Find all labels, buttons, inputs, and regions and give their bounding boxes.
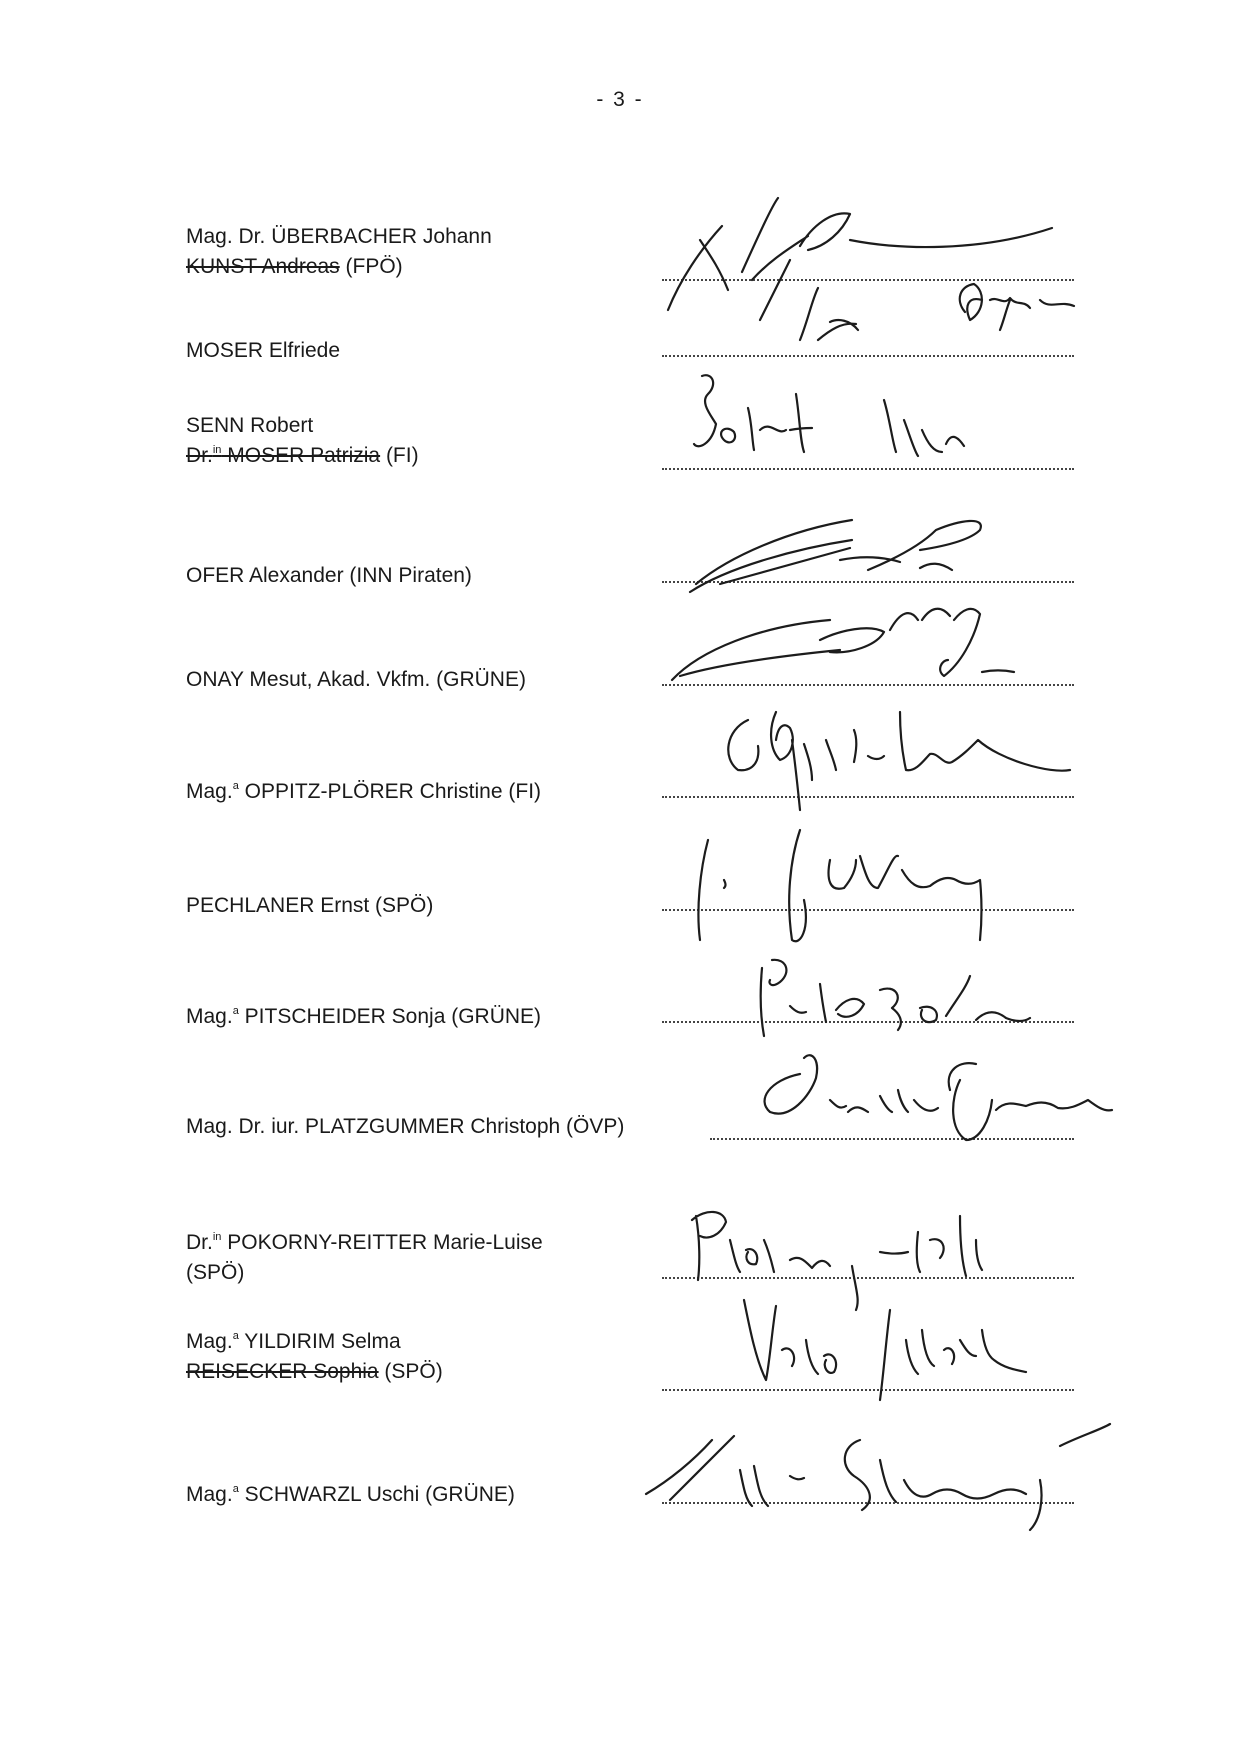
name-line [186,441,419,471]
party-label: (SPÖ) [378,1359,443,1383]
party-label: (FI) [380,443,419,467]
name-text: YILDIRIM Selma [238,1330,401,1353]
title-sup: a [232,780,239,792]
name-line [186,252,492,282]
title-sup: a [232,1005,239,1017]
name-text: SCHWARZL Uschi (GRÜNE) [238,1483,515,1506]
name-line [186,1357,443,1387]
signature-platzgummer [765,1055,1112,1140]
name-text: OPPITZ-PLÖRER Christine (FI) [238,780,542,803]
signatory-senn [186,411,419,471]
party-label: (FPÖ) [339,254,403,278]
signatory-pokorny-reitter [186,1228,543,1288]
signature-line [662,794,1074,798]
name-text: PITSCHEIDER Sonja (GRÜNE) [238,1005,542,1028]
struck-name-text: MOSER Patrizia [221,443,381,467]
signature-line [662,1019,1074,1023]
signature-line [662,277,1074,281]
signature-yildirim [744,1300,1026,1400]
signature-moser [800,284,1074,340]
page-number: - 3 - [596,88,644,111]
signature-line [662,682,1074,686]
signature-line [662,1275,1074,1279]
title-sup: a [232,1330,239,1342]
title-sup: in [212,1231,222,1243]
title: Mag. [186,780,233,803]
signatory-uberbacher [186,222,492,282]
signature-line [662,907,1074,911]
signature-onay [672,609,1014,680]
name-line: ONAY Mesut, Akad. Vkfm. (GRÜNE) [186,668,526,691]
name-text: POKORNY-REITTER Marie-Luise [221,1231,543,1254]
signatory-onay [186,665,526,695]
name-line [186,1002,541,1032]
struck-name: REISECKER Sophia [186,1359,379,1383]
title: Mag. [186,1483,233,1506]
name-line [186,1480,515,1510]
signature-line [662,466,1074,470]
signatory-platzgummer [186,1112,624,1142]
name-line: OFER Alexander (INN Piraten) [186,564,472,587]
signatory-pitscheider [186,1002,541,1032]
title: Mag. [186,1330,233,1353]
signatory-yildirim [186,1327,443,1387]
signature-pitscheider [761,960,1030,1036]
signature-line [662,1500,1074,1504]
signatory-moser [186,336,340,366]
signature-schwarzl [646,1424,1110,1530]
title-sup: a [232,1483,239,1495]
signature-line [662,1387,1074,1391]
name-line: Mag. Dr. iur. PLATZGUMMER Christoph (ÖVP) [186,1115,625,1138]
name-line: PECHLANER Ernst (SPÖ) [186,894,434,917]
signatory-schwarzl [186,1480,515,1510]
name-line [186,1327,443,1357]
signatory-pechlaner [186,891,433,921]
name-line: Mag. Dr. ÜBERBACHER Johann [186,225,492,248]
name-line: MOSER Elfriede [186,339,341,362]
signature-line [710,1136,1074,1140]
struck-name: KUNST Andreas [186,254,340,278]
name-line [186,1228,543,1258]
struck-title-sup: in [212,443,222,456]
signatory-oppitz-plorer [186,777,541,807]
struck-name [186,444,380,467]
struck-title: Dr. [186,443,213,467]
signature-senn [694,375,964,456]
name-line [186,777,541,807]
signature-pokorny-reitter [692,1212,982,1310]
title: Mag. [186,1005,233,1028]
signature-line [662,579,1074,583]
name-line: SENN Robert [186,414,314,437]
title: Dr. [186,1231,213,1254]
signature-uberbacher [668,198,1052,320]
name-line: (SPÖ) [186,1260,245,1284]
signature-line [662,353,1074,357]
signature-pechlaner [698,830,981,941]
signatory-ofer [186,561,472,591]
